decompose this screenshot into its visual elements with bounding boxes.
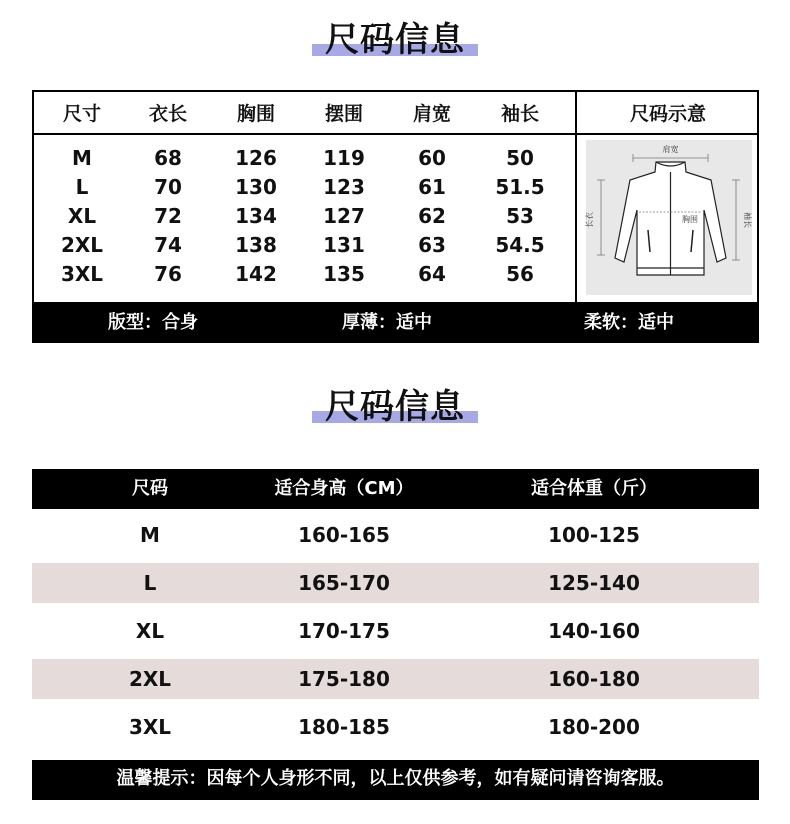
row-size: L <box>143 571 157 595</box>
thickness-attribute: 厚薄：适中 <box>342 312 432 333</box>
row-height: 165-170 <box>298 571 390 595</box>
row-sleeve: 51.5 <box>495 175 545 199</box>
table-row <box>32 659 759 699</box>
row-shoulder: 60 <box>418 146 446 170</box>
row-hem: 123 <box>323 175 365 199</box>
row-weight: 125-140 <box>548 571 640 595</box>
header-weight: 适合体重（斤） <box>531 478 657 499</box>
row-shoulder: 63 <box>418 233 446 257</box>
fit-attribute: 版型：合身 <box>108 312 198 333</box>
row-sleeve: 56 <box>506 262 534 286</box>
row-length: 76 <box>154 262 182 286</box>
shoulder-label: 肩宽 <box>662 145 679 154</box>
sleeve-label: 袖长 <box>743 212 752 228</box>
length-label: 长衣 <box>585 212 594 228</box>
row-length: 72 <box>154 204 182 228</box>
row-hem: 135 <box>323 262 365 286</box>
row-size: 3XL <box>60 262 104 286</box>
row-size: XL <box>67 204 97 228</box>
row-size: M <box>72 146 92 170</box>
header-size: 尺码 <box>132 478 168 499</box>
row-hem: 131 <box>323 233 365 257</box>
header-sleeve: 袖长 <box>500 103 539 125</box>
size-info-title-2 <box>0 377 790 427</box>
row-size: 3XL <box>128 715 172 739</box>
row-chest: 142 <box>235 262 277 286</box>
diagram-header-divider <box>577 133 759 135</box>
jacket-diagram <box>586 140 752 295</box>
row-size: M <box>140 523 160 547</box>
fabric-attributes-bar <box>32 304 759 343</box>
header-size: 尺寸 <box>62 103 101 125</box>
row-sleeve: 53 <box>506 204 534 228</box>
row-height: 175-180 <box>298 667 390 691</box>
table-row <box>32 611 759 651</box>
header-shoulder: 肩宽 <box>412 103 451 125</box>
row-size: XL <box>135 619 165 643</box>
row-chest: 134 <box>235 204 277 228</box>
row-length: 74 <box>154 233 182 257</box>
softness-attribute: 柔软：适中 <box>584 312 674 333</box>
header-length: 衣长 <box>148 103 187 125</box>
tip-text: 温馨提示：因每个人身形不同，以上仅供参考，如有疑问请咨询客服。 <box>116 768 675 789</box>
diagram-title: 尺码示意 <box>629 103 706 125</box>
title-text: 尺码信息 <box>325 387 465 427</box>
row-hem: 127 <box>323 204 365 228</box>
row-chest: 130 <box>235 175 277 199</box>
row-size: 2XL <box>60 233 104 257</box>
row-size: 2XL <box>128 667 172 691</box>
table-row <box>32 515 759 555</box>
row-length: 70 <box>154 175 182 199</box>
row-weight: 100-125 <box>548 523 640 547</box>
row-shoulder: 61 <box>418 175 446 199</box>
header-divider <box>34 133 575 135</box>
table-row <box>32 563 759 603</box>
table-row <box>32 707 759 747</box>
row-shoulder: 64 <box>418 262 446 286</box>
title-text: 尺码信息 <box>325 20 465 60</box>
header-chest: 胸围 <box>236 103 275 125</box>
row-sleeve: 54.5 <box>495 233 545 257</box>
row-hem: 119 <box>323 146 365 170</box>
row-height: 180-185 <box>298 715 390 739</box>
header-hem: 摆围 <box>324 103 363 125</box>
row-length: 68 <box>154 146 182 170</box>
row-weight: 140-160 <box>548 619 640 643</box>
row-chest: 126 <box>235 146 277 170</box>
size-measurement-table <box>32 90 759 304</box>
fit-table-header <box>32 469 759 509</box>
header-height: 适合身高（CM） <box>274 478 414 499</box>
row-chest: 138 <box>235 233 277 257</box>
row-weight: 180-200 <box>548 715 640 739</box>
row-height: 160-165 <box>298 523 390 547</box>
row-weight: 160-180 <box>548 667 640 691</box>
row-sleeve: 50 <box>506 146 534 170</box>
row-size: L <box>75 175 89 199</box>
size-info-title <box>0 10 790 60</box>
row-shoulder: 62 <box>418 204 446 228</box>
tip-bar <box>32 760 759 800</box>
row-height: 170-175 <box>298 619 390 643</box>
chest-label: 胸围 <box>682 215 698 224</box>
